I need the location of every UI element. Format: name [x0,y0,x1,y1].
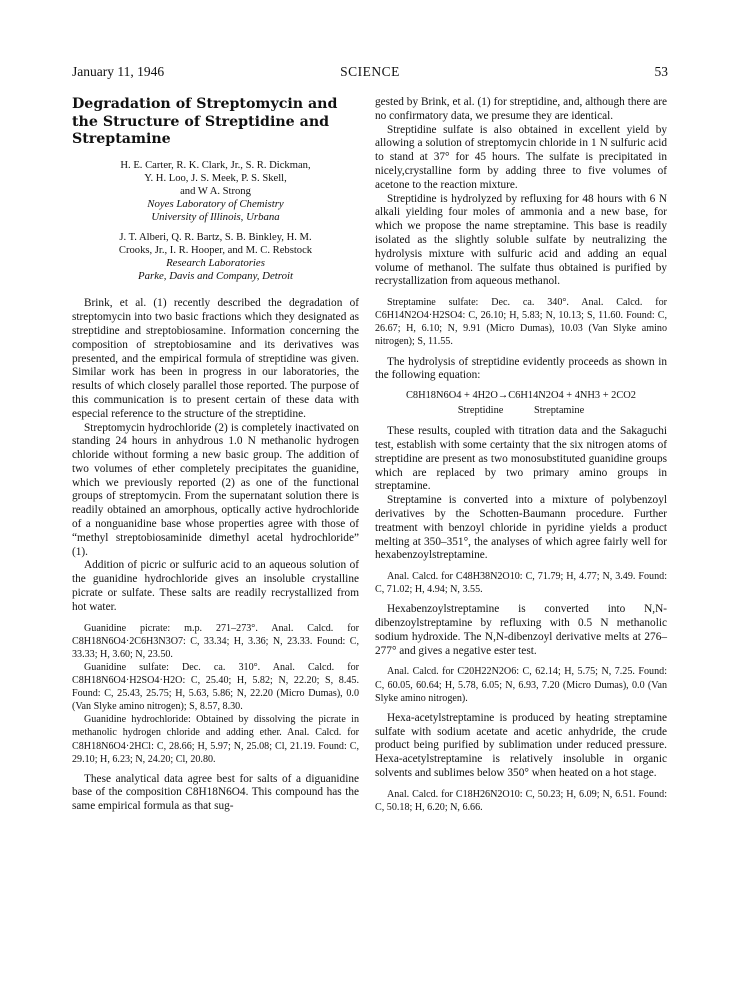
affiliation-line: Research Laboratories [166,256,265,269]
author-line: H. E. Carter, R. K. Clark, Jr., S. R. Dickman, [120,159,311,171]
body-paragraph: Streptamine is converted into a mixture of polybenzoyl derivatives by the Schotten-Baumann procedure. Further treatment with benzoyl chloride in pyridine yields a product melting at 350–351°, the analyses of which agree fairly well for hexabenzoylstreptamine. [375,494,667,562]
equation-label-streptamine: Streptamine [534,405,585,417]
analysis-data: Anal. Calcd. for C18H26N2O10: C, 50.23; H, 6.09; N, 6.51. Found: C, 50.18; H, 6.20; N, 6.66. [375,788,667,813]
analysis-data: Guanidine hydrochloride: Obtained by dissolving the picrate in methanolic hydrogen chloride and adding ether. Anal. Calcd. for C8H18N6O4·2HCl: C, 28.66; H, 5.97; N, 25.08; Cl, 21.19. Found: C, 29.10; H, 6.23; N, 24.20; Cl, 20.80. [72,714,359,765]
body-paragraph: The hydrolysis of streptidine evidently proceeds as shown in the following equation: [375,355,667,382]
header-page-number: 53 [654,64,668,79]
affiliation-line: Parke, Davis and Company, Detroit [138,270,293,283]
body-paragraph: Hexabenzoylstreptamine is converted into N,N-dibenzoylstreptamine by refluxing with 0.5 N methanolic sodium hydroxide. The N,N-dibenzoyl derivative melts at 276–277° and gives a negative ester test. [375,603,667,657]
page-header [72,64,668,82]
author-line: J. T. Alberi, Q. R. Bartz, S. B. Binkley, H. M. [119,231,312,243]
body-paragraph: Brink, et al. (1) recently described the degradation of streptomycin into two basic fractions which they designated as streptidine and streptobiosamine. Information concerning the composition of streptobiosamine and its derivatives was presented, and the empirical formula of streptidine was given. Similar work has been in progress in our laboratories, the results of which closely parallel those reported. The purpose of this communication is to present certain of these data with especial reference to the structure of the streptidine. [72,297,359,420]
analysis-data: Streptamine sulfate: Dec. ca. 340°. Anal. Calcd. for C6H14N2O4·H2SO4: C, 26.10; H, 5.83; N, 10.13; S, 11.60. Found: C, 26.67; H, 6.10; N, 9.91 (Micro Dumas), 10.03 (Van Slyke amino nitrogen); S, 11.55. [375,297,667,348]
author-line: and W A. Strong [180,185,251,197]
equation-labels [375,404,667,417]
analysis-data: Guanidine picrate: m.p. 271–273°. Anal. Calcd. for C8H18N6O4·2C6H3N3O7: C, 33.34; H, 3.36; N, 23.33. Found: C, 33.33; H, 3.60; N, 23.50. [72,622,359,660]
author-line: Y. H. Loo, J. S. Meek, P. S. Skell, [144,172,287,184]
body-paragraph: Hexa-acetylstreptamine is produced by heating streptamine sulfate with sodium acetate and acetic anhydride, the crude product being purified by sublimation under reduced pressure. Hexa-acetylstreptamine is relatively insoluble in organic solvents and sublimes below 350° when heated on a hot stage. [375,711,667,779]
body-paragraph: Streptidine sulfate is also obtained in excellent yield by allowing a solution of streptomycin chloride in 1 N sulfuric acid to stand at 37° for 45 hours. The sulfate is precipitated in nicely,crystalline form by adding three to five volumes of acetone to the reaction mixture. [375,123,667,191]
author-line: Crooks, Jr., I. R. Hooper, and M. C. Rebstock [118,244,313,256]
header-date: January 11, 1946 [72,64,165,79]
header-journal: SCIENCE [340,64,400,79]
chemical-equation: C8H18N6O4 + 4H2O→C6H14N2O4 + 4NH3 + 2CO2 [405,390,636,402]
analysis-data: Anal. Calcd. for C20H22N2O6: C, 62.14; H, 5.75; N, 7.25. Found: C, 60.05, 60.64; H, 5.78, 6.05; N, 6.93, 7.20 (Micro Dumas), 0.0 (Van Slyke amino nitrogen). [375,666,667,704]
article-title: Degradation of Streptomycin and the Structure of Streptidine and Streptamine [72,96,338,147]
equation-label-streptidine: Streptidine [457,405,504,417]
affiliation-line: University of Illinois, Urbana [151,211,280,224]
affiliation-line: Noyes Laboratory of Chemistry [147,198,284,211]
body-paragraph: These analytical data agree best for salts of a diguanidine base of the composition C8H18N6O4. This compound has the same empirical formula as that sug- [72,772,359,813]
body-paragraph: Addition of picric or sulfuric acid to an aqueous solution of the guanidine hydrochloride gives an insoluble crystalline picrate or sulfate. These salts are readily recrystallized from hot water. [72,559,359,613]
right-column [375,96,667,814]
left-column [72,96,359,814]
body-paragraph: These results, coupled with titration data and the Sakaguchi test, establish with some certainty that the six nitrogen atoms of streptidine are present as two monosubstituted guanidine groups which are replaced by two primary amino groups in streptamine. [375,425,667,493]
analysis-data: Guanidine sulfate: Dec. ca. 310°. Anal. Calcd. for C8H18N6O4·H2SO4·H2O: C, 25.40; H, 5.82; N, 22.20; S, 8.45. Found: C, 25.43, 25.75; H, 5.63, 5.86; N, 22.20 (Micro Dumas), 0.0 (Van Slyke amino nitrogen); S, 8.57, 8.30. [72,661,359,713]
analysis-data: Anal. Calcd. for C48H38N2O10: C, 71.79; H, 4.77; N, 3.49. Found: C, 71.02; H, 4.94; N, 3.55. [375,571,667,596]
body-paragraph: gested by Brink, et al. (1) for streptidine, and, although there are no confirmatory data, we presume they are identical. [375,96,667,122]
body-paragraph: Streptidine is hydrolyzed by refluxing for 48 hours with 6 N alkali yielding four moles of ammonia and a new base, for which we propose the name streptamine. This base is readily isolated as the slightly soluble sulfate by neutralizing the hydrolysis mixture with sulfuric acid and adding an equal volume of methanol. The sulfate thus obtained is purified by recrystallization from aqueous methanol. [375,192,667,288]
body-paragraph: Streptomycin hydrochloride (2) is completely inactivated on standing 24 hours in anhydrous 1.0 N methanolic hydrogen chloride without forming a new basic group. The addition of two volumes of ether completely precipitates the guanidine, which we previously reported (2) as one of the functional groups of streptomycin. From the supernatant solution there is readily obtained an amorphous, optically active hydrochloride of a nonguanidine base whose properties agree with those of “methyl streptobiosaminide dimethyl acetal hydrochloride” (1). [72,421,359,558]
